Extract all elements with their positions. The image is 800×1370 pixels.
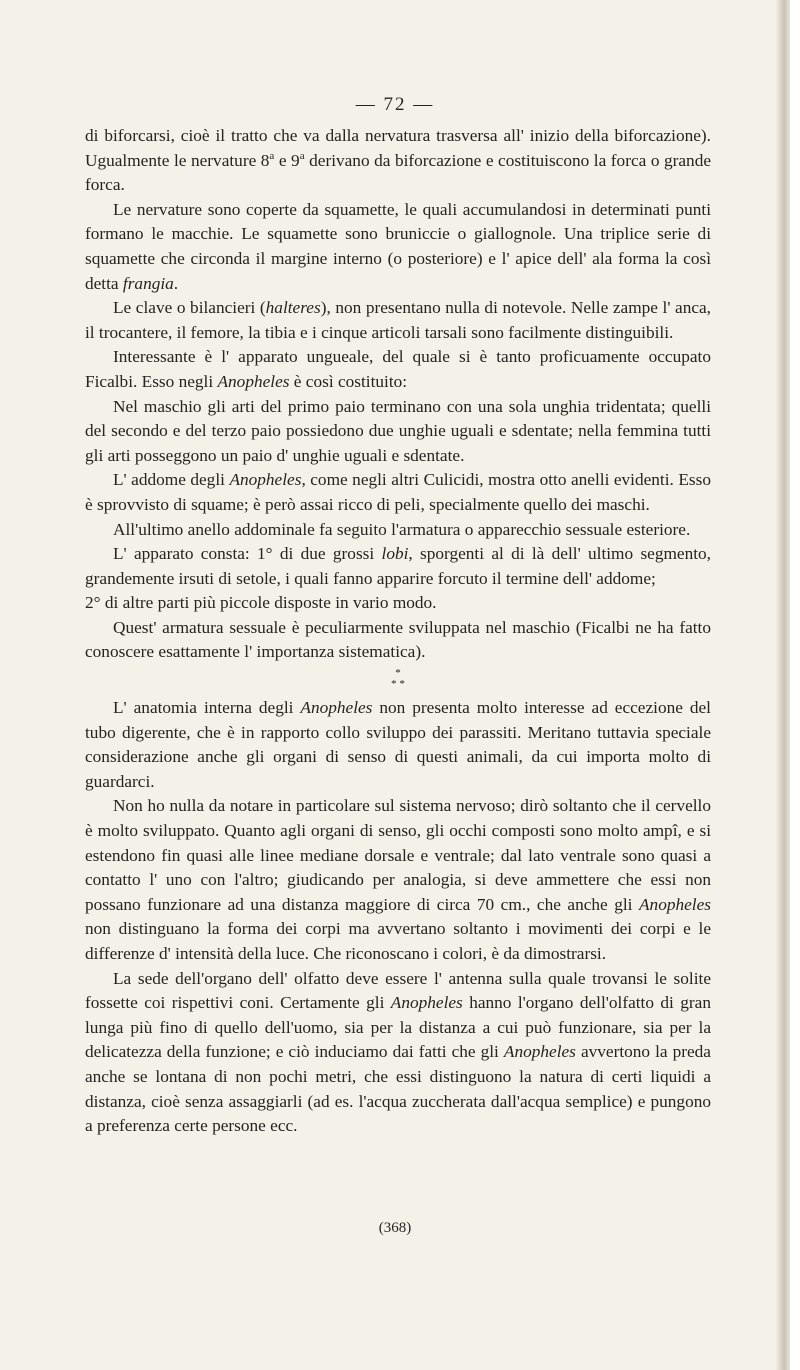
- body-text: [85, 124, 711, 1139]
- paragraph-continuation: di biforcarsi, cioè il tratto che va dalla nervatura trasversa all' inizio della biforcazione). Ugualmente le nervature 8$^a$ e 9$^a$ derivano da biforcazione e costituiscono la forca o grande forca.: [85, 126, 712, 195]
- page-number-header: — 72 —: [355, 94, 435, 115]
- paragraph-maschio: Nel maschio gli arti del primo paio terminano con una sola unghia tridentata; quelli del secondo e del terzo paio possiedono due unghie uguali e sdentate; nella femmina tutti gli arti posseggono un paio d' unghie uguali e sdentate.: [85, 396, 711, 465]
- paragraph-anatomia-interna: L' anatomia interna degli Anopheles non presenta molto interesse ad eccezione del tubo digerente, che è in rapporto collo sviluppo dei parassiti. Meritano tuttavia speciale considerazione anche gli organi di senso di questi animali, da cui importa molto di guardarci.: [85, 698, 711, 791]
- paragraph-apparato-ungueale: Interessante è l' apparato ungueale, del quale si è tanto proficuamente occupato Ficalbi. Esso negli Anopheles è così costituito:: [85, 347, 711, 391]
- paragraph-altre-parti: 2° di altre parti più piccole disposte in vario modo.: [85, 593, 437, 613]
- paragraph-ultimo-anello: All'ultimo anello addominale fa seguito l'armatura o apparecchio sessuale esteriore.: [113, 519, 691, 539]
- section-asterism: * * *: [391, 667, 405, 691]
- page-footer-number: (368): [378, 1220, 412, 1236]
- paragraph-olfatto: La sede dell'organo dell' olfatto deve essere l' antenna sulla quale trovansi le solite fossette coi rispettivi coni. Certamente gli Anopheles hanno l'organo dell'olfatto di gran lunga più fino di quello dell'uomo, sia per la distanza a cui può funzionare, sia per la delicatezza della funzione; e ciò induciamo dai fatti che gli Anopheles avvertono la preda anche se lontana di non pochi metri, che essi distinguono la natura di certi liquidi a distanza, cioè senza assaggiarli (ad es. l'acqua zuccherata dall'acqua semplice) e pungono a preferenza certe persone ecc.: [85, 968, 711, 1136]
- page-edge: [776, 0, 790, 1370]
- paragraph-sistema-nervoso: Non ho nulla da notare in particolare sul sistema nervoso; dirò soltanto che il cervello è molto sviluppato. Quanto agli organi di senso, gli occhi composti sono molto ampî, e si estendono fin quasi alle linee mediane dorsale e ventrale; dal lato ventrale sono quasi a contatto l' uno con l'altro; giudicando per analogia, si deve ammettere che essi non possano funzionare ad una distanza maggiore di circa 70 cm., che anche gli Anopheles non distinguano la forma dei corpi ma avvertano soltanto i movimenti dei corpi e le differenze d' intensità della luce. Che riconoscano i colori, è da dimostrarsi.: [85, 796, 711, 963]
- paragraph-clave: Le clave o bilancieri (halteres), non presentano nulla di notevole. Nelle zampe l' anca, il trocantere, il femore, la tibia e i cinque articoli tarsali sono facilmente distinguibili.: [85, 298, 711, 342]
- paragraph-squamette: Le nervature sono coperte da squamette, le quali accumulandosi in determinati punti formano le macchie. Le squamette sono bruniccie o giallognole. Una triplice serie di squamette che circonda il margine interno (o posteriore) e l' apice dell' ala forma la così detta frangia.: [85, 199, 711, 293]
- paragraph-armatura: Quest' armatura sessuale è peculiarmente sviluppata nel maschio (Ficalbi ne ha fatto conoscere esattamente l' importanza sistematica).: [85, 617, 711, 662]
- paragraph-addome: L' addome degli Anopheles, come negli altri Culicidi, mostra otto anelli evidenti. Esso è sprovvisto di squame; è però assai ricco di peli, specialmente quello dei maschi.: [85, 470, 712, 514]
- paragraph-apparato-consta: L' apparato consta: 1° di due grossi lobi, sporgenti al di là dell' ultimo segmento, grandemente irsuti di setole, i quali fanno apparire forcuto il termine dell' addome;: [85, 544, 711, 588]
